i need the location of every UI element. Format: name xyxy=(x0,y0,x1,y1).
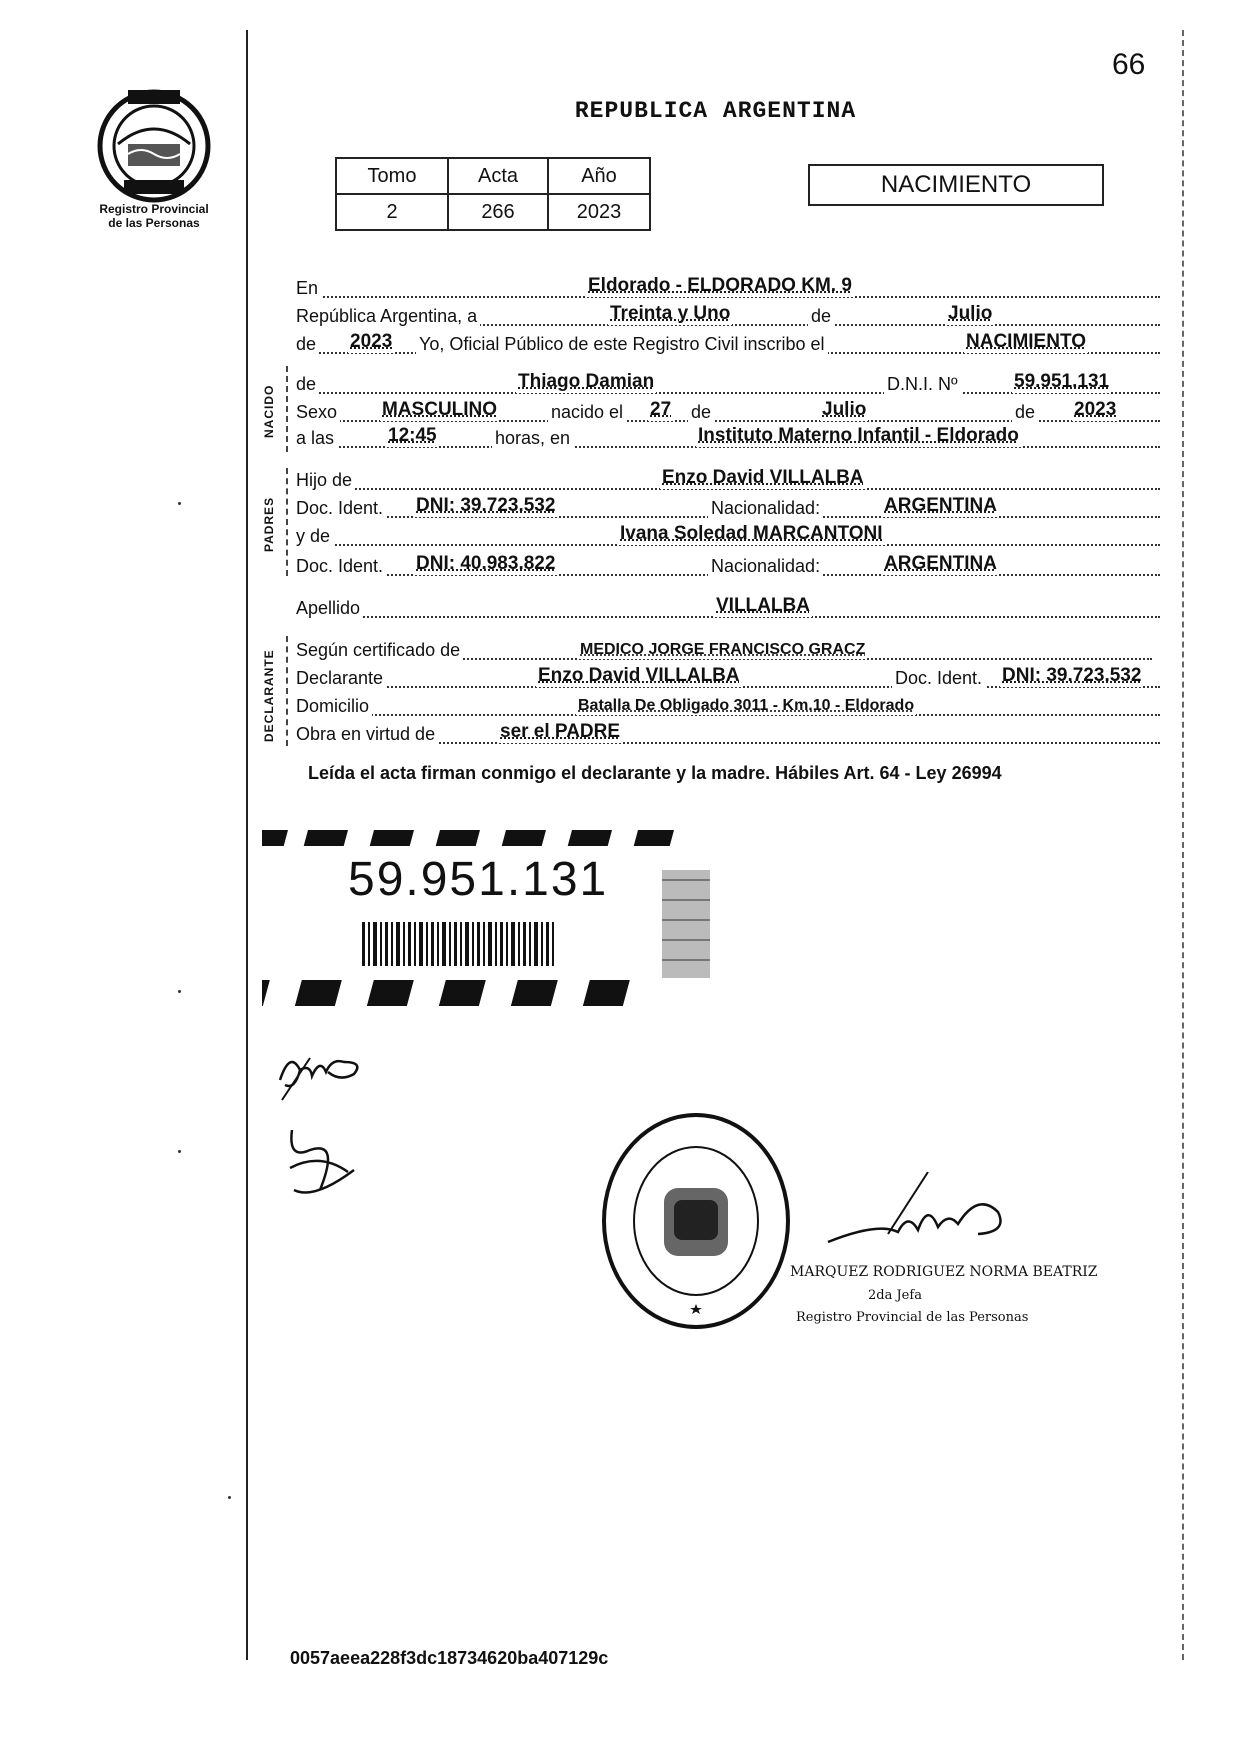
mother-doc: DNI: 40.983.822 xyxy=(416,553,556,574)
birth-time: 12:45 xyxy=(388,425,437,446)
cert-label: Según certificado de xyxy=(296,640,463,661)
scan-speck xyxy=(178,1150,181,1153)
birth-place: Instituto Materno Infantil - Eldorado xyxy=(698,425,1019,446)
office-seal xyxy=(598,1108,794,1334)
birth-day: 27 xyxy=(650,399,672,420)
declarante-bracket xyxy=(286,636,288,746)
row-apellido xyxy=(296,594,1160,618)
alas-label: a las xyxy=(296,428,337,449)
right-margin-line xyxy=(1182,30,1184,1660)
apellido-label: Apellido xyxy=(296,598,363,619)
official-role: 2da Jefa xyxy=(868,1288,922,1303)
act-type-box: NACIMIENTO xyxy=(808,164,1104,206)
de-label-2: de xyxy=(296,334,319,355)
row-nacido-time xyxy=(296,424,1160,448)
dni-label: D.N.I. Nº xyxy=(884,374,961,395)
nacido-de-label: de xyxy=(296,374,319,395)
child-name: Thiago Damian xyxy=(518,371,655,392)
obra-label: Obra en virtud de xyxy=(296,724,438,745)
domicilio-value: Batalla De Obligado 3011 - Km.10 - Eldorado xyxy=(578,697,915,714)
rep-label: República Argentina, a xyxy=(296,306,480,327)
cert-value: MEDICO JORGE FRANCISCO GRACZ xyxy=(580,641,866,658)
father-nationality: ARGENTINA xyxy=(884,495,997,516)
declarante-name: Enzo David VILLALBA xyxy=(538,665,740,686)
ref-value-tomo: 2 xyxy=(336,194,448,230)
ref-header-anio: Año xyxy=(548,158,650,194)
nacido-side-label: NACIDO xyxy=(262,384,276,438)
apellido-value: VILLALBA xyxy=(716,595,810,616)
child-dni: 59.951.131 xyxy=(1014,371,1110,392)
year-value: 2023 xyxy=(350,331,393,352)
birth-year: 2023 xyxy=(1074,399,1117,420)
sexo-label: Sexo xyxy=(296,402,340,423)
scan-speck xyxy=(228,1496,231,1499)
document-hash: 0057aeea228f3dc18734620ba407129c xyxy=(290,1648,609,1668)
en-value: Eldorado - ELDORADO KM. 9 xyxy=(588,275,852,296)
official-signature xyxy=(818,1172,1028,1262)
father-doc-label: Doc. Ident. xyxy=(296,498,386,519)
yo-text: Yo, Oficial Público de este Registro Civil inscribo el xyxy=(416,334,828,355)
domicilio-label: Domicilio xyxy=(296,696,372,717)
page-number: 66 xyxy=(1112,48,1146,81)
y-de-label: y de xyxy=(296,526,333,547)
mother-nationality: ARGENTINA xyxy=(884,553,997,574)
logo-caption-line2: de las Personas xyxy=(108,216,200,230)
inscribe-value: NACIMIENTO xyxy=(966,331,1086,352)
ref-header-tomo: Tomo xyxy=(336,158,448,194)
padres-side-label: PADRES xyxy=(262,496,276,552)
father-doc: DNI: 39.723.532 xyxy=(416,495,556,516)
row-en xyxy=(296,274,1160,298)
month-value: Julio xyxy=(948,303,993,324)
declarante-label: Declarante xyxy=(296,668,386,689)
ref-header-acta: Acta xyxy=(448,158,548,194)
mother-name: Ivana Soledad MARCANTONI xyxy=(620,523,883,544)
birth-month: Julio xyxy=(822,399,867,420)
ref-value-acta: 266 xyxy=(448,194,548,230)
sexo-value: MASCULINO xyxy=(382,399,498,420)
declarante-doc: DNI: 39.723.532 xyxy=(1002,665,1142,686)
nacido-de-a: de xyxy=(688,402,714,423)
reading-note: Leída el acta firman conmigo el declarante y la madre. Hábiles Art. 64 - Ley 26994 xyxy=(308,763,1002,783)
row-nacido-name xyxy=(296,370,1160,394)
nacido-bracket xyxy=(286,366,288,452)
logo-caption-line1: Registro Provincial xyxy=(99,202,209,216)
official-name: MARQUEZ RODRIGUEZ NORMA BEATRIZ xyxy=(790,1264,1098,1280)
document-title: REPUBLICA ARGENTINA xyxy=(574,98,857,124)
row-mother-doc xyxy=(296,552,1160,576)
row-cert xyxy=(296,636,1152,660)
de-label-1: de xyxy=(808,306,834,327)
hijo-de-label: Hijo de xyxy=(296,470,355,491)
row-obra xyxy=(296,720,1160,744)
horas-label: horas, en xyxy=(492,428,573,449)
scan-speck xyxy=(178,990,181,993)
row-nacido-sex xyxy=(296,398,1160,422)
row-declarante xyxy=(296,664,1160,688)
row-father xyxy=(296,466,1160,490)
row-date xyxy=(296,302,1160,326)
sticker-number: 59.951.131 xyxy=(348,853,609,906)
obra-value: ser el PADRE xyxy=(500,721,621,742)
official-office: Registro Provincial de las Personas xyxy=(796,1310,1029,1325)
scan-speck xyxy=(178,502,181,505)
padres-bracket xyxy=(286,468,288,576)
declarante-side-label: DECLARANTE xyxy=(262,649,276,742)
mother-doc-label: Doc. Ident. xyxy=(296,556,386,577)
declarante-doc-label: Doc. Ident. xyxy=(892,668,985,689)
row-year xyxy=(296,330,1160,354)
row-father-doc xyxy=(296,494,1160,518)
day-value: Treinta y Uno xyxy=(610,303,731,324)
father-nat-label: Nacionalidad: xyxy=(708,498,823,519)
ref-value-anio: 2023 xyxy=(548,194,650,230)
reference-table xyxy=(335,157,651,231)
mother-nat-label: Nacionalidad: xyxy=(708,556,823,577)
row-mother xyxy=(296,522,1160,546)
left-margin-line xyxy=(246,30,248,1660)
row-domicilio xyxy=(296,692,1160,716)
nacido-el-label: nacido el xyxy=(548,402,626,423)
nacido-de-b: de xyxy=(1012,402,1038,423)
logo-caption xyxy=(80,202,228,230)
en-label: En xyxy=(296,278,321,299)
declarant-signature xyxy=(270,1040,380,1210)
father-name: Enzo David VILLALBA xyxy=(662,467,864,488)
